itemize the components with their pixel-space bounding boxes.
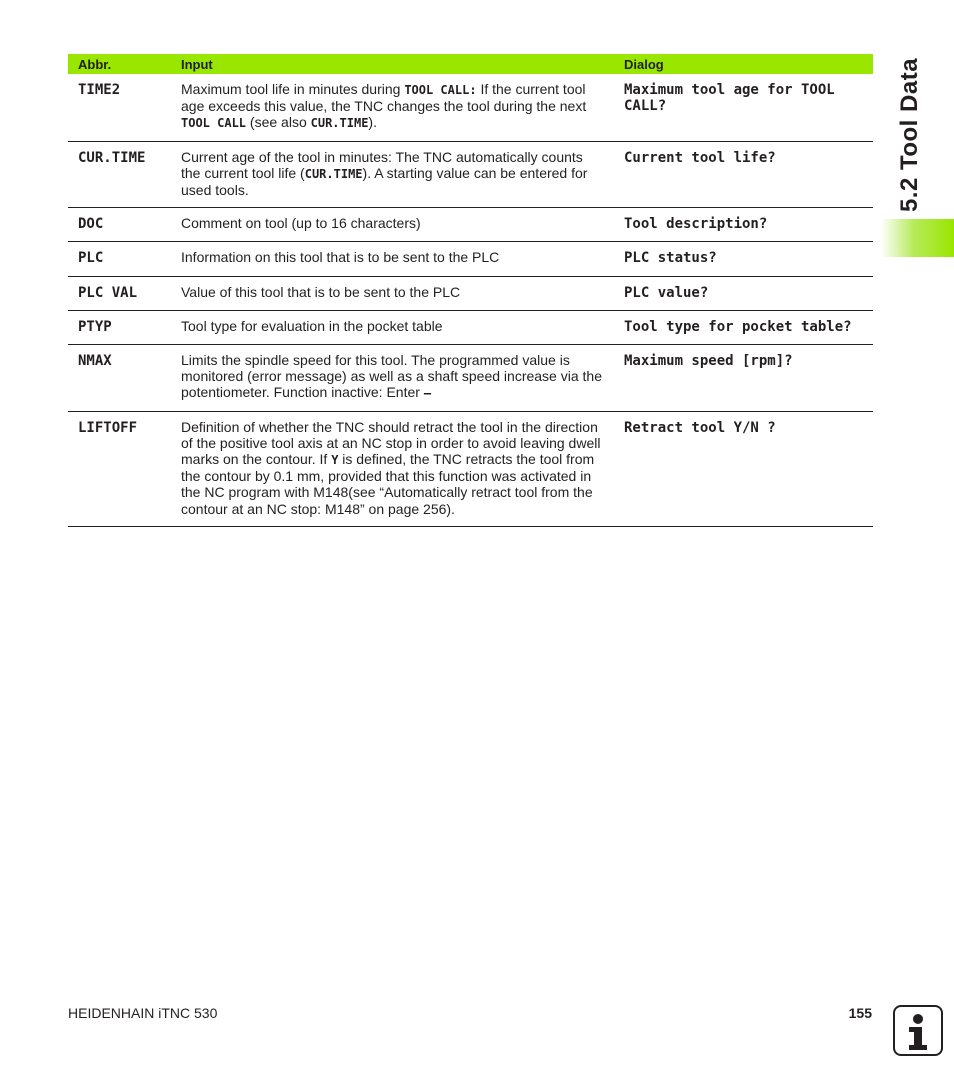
dialog-cell: Maximum speed [rpm]? bbox=[614, 345, 873, 412]
code-text: TOOL CALL bbox=[181, 116, 247, 131]
chapter-title-text: 5.2 Tool Data bbox=[896, 57, 923, 213]
table-row bbox=[68, 141, 873, 208]
code-text: CUR.TIME bbox=[304, 166, 363, 181]
abbr-cell: NMAX bbox=[68, 345, 180, 412]
table-row bbox=[68, 242, 873, 276]
table-row bbox=[68, 276, 873, 310]
description-text: Current age of the tool in minutes: The TNC automatically counts the current tool life ( bbox=[181, 148, 583, 181]
dialog-cell: Current tool life? bbox=[614, 141, 873, 208]
input-cell bbox=[180, 411, 614, 526]
input-cell bbox=[180, 345, 614, 412]
tool-data-table bbox=[68, 54, 873, 527]
dialog-cell: Retract tool Y/N ? bbox=[614, 411, 873, 526]
code-text: – bbox=[423, 386, 432, 401]
abbr-cell: LIFTOFF bbox=[68, 411, 180, 526]
dialog-cell: PLC status? bbox=[614, 242, 873, 276]
abbr-cell: CUR.TIME bbox=[68, 141, 180, 208]
code-text: CUR.TIME bbox=[310, 116, 369, 131]
description-text: Value of this tool that is to be sent to the PLC bbox=[181, 283, 461, 300]
input-cell bbox=[180, 310, 614, 344]
code-text: Y bbox=[331, 453, 339, 468]
header-abbr: Abbr. bbox=[68, 54, 180, 74]
description-text: Tool type for evaluation in the pocket table bbox=[181, 317, 443, 334]
input-cell bbox=[180, 141, 614, 208]
description-text: If the current tool age exceeds this value, the TNC changes the tool during the next bbox=[181, 81, 587, 115]
dialog-cell: PLC value? bbox=[614, 276, 873, 310]
table-row bbox=[68, 310, 873, 344]
table-row bbox=[68, 208, 873, 242]
abbr-cell: DOC bbox=[68, 208, 180, 242]
page-number: 155 bbox=[848, 1005, 872, 1021]
info-icon-glyph bbox=[895, 1007, 941, 1054]
description-text: is defined, the TNC retracts the tool from the contour by 0.1 mm, provided that this function was activated in the NC program with M148(see “Automatically retract tool from the contour at an NC stop: M148” on page 256). bbox=[181, 451, 595, 517]
chapter-tab-marker bbox=[881, 219, 954, 257]
footer-manual-title: HEIDENHAIN iTNC 530 bbox=[68, 1005, 218, 1021]
abbr-cell: TIME2 bbox=[68, 74, 180, 141]
header-input: Input bbox=[180, 54, 614, 74]
description-text: Maximum tool life in minutes during bbox=[181, 81, 405, 97]
description-text: Limits the spindle speed for this tool. The programmed value is monitored (error message) as well as a shaft speed increase via the potentiometer. Function inactive: Enter bbox=[181, 352, 602, 401]
input-cell bbox=[180, 242, 614, 276]
dialog-cell: Maximum tool age for TOOL CALL? bbox=[614, 74, 873, 141]
input-cell bbox=[180, 74, 614, 141]
abbr-cell: PTYP bbox=[68, 310, 180, 344]
description-text: ). A starting value can be entered for used tools. bbox=[181, 164, 588, 199]
dialog-cell: Tool description? bbox=[614, 208, 873, 242]
description-text: ). bbox=[368, 114, 377, 131]
abbr-cell: PLC VAL bbox=[68, 276, 180, 310]
table-row bbox=[68, 74, 873, 141]
header-dialog: Dialog bbox=[614, 54, 873, 74]
chapter-title-vertical bbox=[893, 55, 927, 215]
table-body bbox=[68, 74, 873, 526]
input-cell bbox=[180, 208, 614, 242]
description-text: (see also bbox=[246, 114, 311, 131]
info-icon bbox=[893, 1005, 943, 1056]
abbr-cell: PLC bbox=[68, 242, 180, 276]
description-text: Information on this tool that is to be sent to the PLC bbox=[181, 249, 500, 266]
table-header-row bbox=[68, 54, 873, 74]
input-cell bbox=[180, 276, 614, 310]
code-text: TOOL CALL: bbox=[404, 83, 477, 97]
dialog-cell: Tool type for pocket table? bbox=[614, 310, 873, 344]
description-text: Comment on tool (up to 16 characters) bbox=[181, 215, 421, 232]
table-row bbox=[68, 411, 873, 526]
description-text: Definition of whether the TNC should retract the tool in the direction of the positive tool axis at an NC stop in order to avoid leaving dwell marks on the contour. If bbox=[181, 418, 601, 468]
table-row bbox=[68, 345, 873, 412]
